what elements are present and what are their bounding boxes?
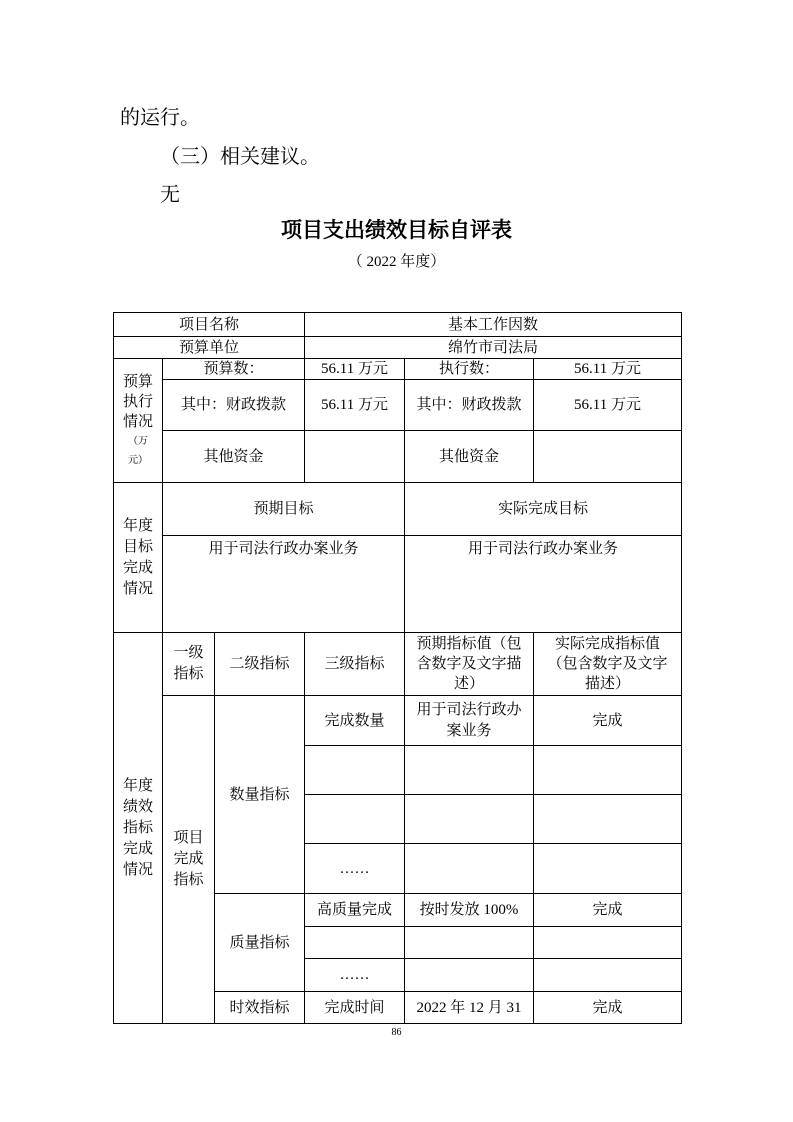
indicator-expected-cell (404, 745, 534, 795)
indicator-expected-cell (404, 843, 534, 894)
timeliness-indicator-group: 时效指标 (214, 991, 305, 1024)
indicator-expected-cell (404, 695, 534, 746)
project-name-value: 基本工作因数 (304, 312, 682, 337)
planned-fiscal-value: 56.11 万元 (304, 379, 405, 431)
page-number: 86 (391, 1027, 402, 1038)
indicators-section-label: 年度绩效指标完成情况 (123, 777, 154, 878)
section-heading: （三）相关建议。 (160, 146, 320, 168)
level1-indicator-name (162, 695, 215, 1024)
budget-unit-label: 预算单位 (113, 336, 305, 359)
level1-indicator-header-text: 一级指标 (173, 645, 204, 682)
form-title: 项目支出绩效目标自评表 (281, 218, 512, 242)
indicator-name-cell (304, 794, 405, 844)
annual-goals-section (113, 482, 163, 633)
indicator-actual-cell: 完成 (533, 893, 682, 927)
indicator-actual-cell (533, 745, 682, 795)
indicator-actual-cell (533, 926, 682, 959)
indicator-actual-cell: 完成 (533, 991, 682, 1024)
quantity-indicator-group: 数量指标 (214, 695, 305, 894)
level3-indicator-header: 三级指标 (304, 632, 405, 696)
indicator-expected-text: 用于司法行政办案业务 (416, 701, 522, 739)
level2-indicator-header: 二级指标 (214, 632, 305, 696)
executed-fiscal-value: 56.11 万元 (533, 379, 682, 431)
quality-indicator-group: 质量指标 (214, 893, 305, 992)
planned-total-value: 56.11 万元 (304, 358, 405, 380)
annual-goals-label: 年度目标完成情况 (123, 517, 154, 597)
indicator-name-cell: 完成时间 (304, 991, 405, 1024)
planned-total-label: 预算数： (162, 358, 305, 380)
paragraph-continuation: 的运行。 (120, 107, 200, 129)
expected-value-header (404, 632, 534, 696)
indicator-name-cell (304, 926, 405, 959)
indicator-actual-cell (533, 958, 682, 992)
indicator-expected-cell: 2022 年 12 月 31 (404, 991, 534, 1024)
indicator-name-cell (304, 745, 405, 795)
actual-goal-header: 实际完成目标 (404, 482, 682, 536)
budget-execution-section (113, 358, 163, 483)
budget-execution-label: 预算执行情况 (123, 373, 154, 430)
indicator-expected-cell: 按时发放 100% (404, 893, 534, 927)
budget-unit-value: 绵竹市司法局 (304, 336, 682, 359)
expected-value-header-text: 预期指标值（包含数字及文字描述） (416, 636, 522, 692)
executed-other-value (533, 430, 682, 483)
planned-other-value (304, 430, 405, 483)
expected-goal-text: 用于司法行政办案业务 (162, 535, 405, 633)
expected-goal-header: 预期目标 (162, 482, 405, 536)
indicator-name-cell: …… (304, 958, 405, 992)
indicator-name-cell: 高质量完成 (304, 893, 405, 927)
planned-fiscal-label: 其中：财政拨款 (162, 379, 305, 431)
actual-value-header-text: 实际完成指标值（包含数字及文字描述） (547, 636, 668, 692)
executed-total-label: 执行数： (404, 358, 534, 380)
indicator-name-cell: 完成数量 (304, 695, 405, 746)
level1-indicator-name-text: 项目完成指标 (173, 830, 204, 888)
indicator-expected-cell (404, 926, 534, 959)
actual-value-header (533, 632, 682, 696)
executed-fiscal-label: 其中：财政拨款 (404, 379, 534, 431)
planned-other-label: 其他资金 (162, 430, 305, 483)
level1-indicator-header (162, 632, 215, 696)
budget-execution-label-group (123, 372, 153, 470)
indicator-actual-cell (533, 843, 682, 894)
section-body: 无 (160, 184, 180, 206)
indicator-actual-cell (533, 794, 682, 844)
form-year: （ 2022 年度） (347, 254, 446, 270)
executed-total-value: 56.11 万元 (533, 358, 682, 380)
indicator-actual-cell: 完成 (533, 695, 682, 746)
indicator-name-cell: …… (304, 843, 405, 894)
project-name-label: 项目名称 (113, 312, 305, 337)
budget-execution-unit: （万元） (128, 435, 148, 466)
executed-other-label: 其他资金 (404, 430, 534, 483)
indicators-section (113, 632, 163, 1024)
indicator-expected-cell (404, 958, 534, 992)
actual-goal-text: 用于司法行政办案业务 (404, 535, 682, 633)
indicator-expected-cell (404, 794, 534, 844)
